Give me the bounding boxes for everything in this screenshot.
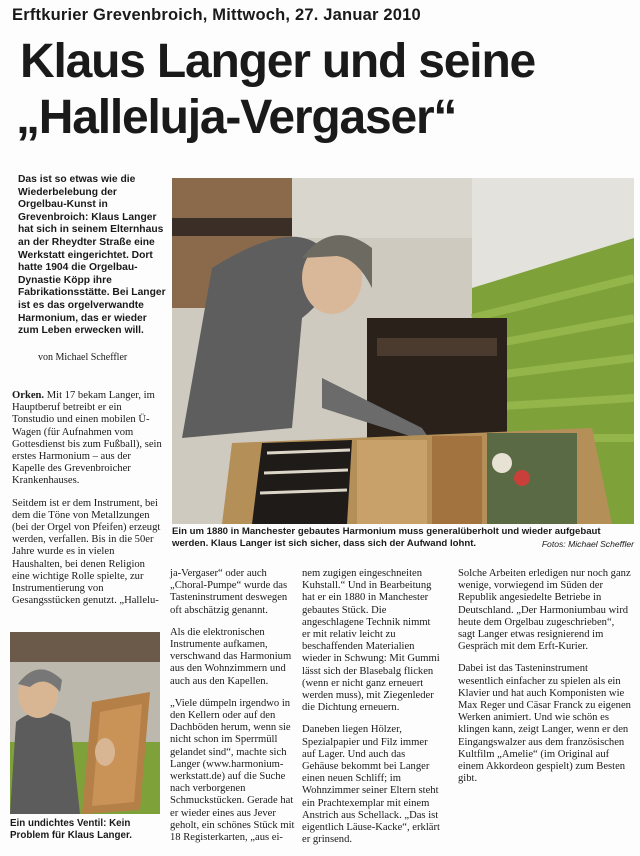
dateline: Orken. (12, 390, 45, 401)
paragraph: Solche Arbeiten erledigen nur noch ganz wenige, vorwiegend im Süden der Republik angesiedelte Betriebe in Deutschland. „Der Harmoniumbau wird heute dem Orgelbau zugeschrieben“, sagt Langer etwas resignierend im Gespräch mit dem Erft-Kurier. (458, 568, 631, 653)
small-photo-caption: Ein undichtes Ventil: Kein Problem für Klaus Langer. (10, 818, 132, 841)
byline: von Michael Scheffler (38, 352, 128, 363)
article-column-1 (12, 390, 162, 617)
paragraph: Dabei ist das Tasteninstrument wesentlich einfacher zu spielen als ein Klavier und hat auch Komponisten wie Max Reger und Cäsar Franck zu eigenen Werken animiert. Und wie schön es klingen kann, zeigt Langer, wenn er den Eingangswalzer aus dem französischen Kultfilm „Amelie“ (im Original auf einem Akkordeon gespielt) zum Besten gibt. (458, 663, 631, 785)
article-column-4 (458, 568, 632, 795)
headline-line-2: „Halleluja-Vergaser“ (16, 91, 457, 144)
paragraph: Daneben liegen Hölzer, Spezialpapier und Filz immer auf Lager. Und auch das Gehäuse bekommt bei Langer einen neuen Schliff; im Wohnzimmer seiner Eltern steht ein Prachtexemplar mit einem Anstrich aus Schellack. „Das ist eigentlich Läuse-Kacke“, erklärt er grinsend. (302, 724, 440, 846)
article-column-3 (302, 568, 440, 856)
headline-line-1: Klaus Langer und seine (20, 35, 536, 88)
paragraph: Orken. Mit 17 bekam Langer, im Hauptberuf betreibt er ein Tonstudio und einen mobilen Ü-Wagen (für Aufnahmen vom Gottesdienst bis zum Fußball), sein erstes Harmonium – aus der Kapelle des Grevenbroicher Krankenhauses. (12, 390, 162, 487)
paragraph: „Viele dümpeln irgendwo in den Kellern oder auf den Dachböden herum, wenn sie nicht schon im Sperrmüll gelandet sind“, machte sich Langer (www.harmonium-werkstatt.de) auf die Suche nach verborgenen Schmuckstücken. Gerade hat er wieder eines aus Jever geholt, ein schönes Stück mit 18 Registerkarten, „aus ei- (170, 697, 295, 844)
paragraph: ja-Vergaser“ oder auch „Choral-Pumpe“ wurde das Tasteninstrument deswegen oft abschätzig genannt. (170, 568, 288, 616)
article-column-2 (170, 568, 296, 854)
main-caption-text: Ein um 1880 in Manchester gebautes Harmonium muss generalüberholt und wieder aufgebaut werden. Klaus Langer ist sich sicher, dass sich der Aufwand lohnt. (172, 526, 601, 549)
main-photo (172, 178, 634, 524)
paragraph: Seitdem ist er dem Instrument, bei dem die Töne von Metallzungen (bei der Orgel von Pfeifen) erzeugt werden, verfallen. Bis in die 50er Jahre wurde es in vielen Haushalten, bei denen Religion eine wichtige Rolle spielte, zur Instrumentierung von Gesangsstücken genutzt. „Hallelu- (12, 497, 161, 607)
photo-credit: Fotos: Michael Scheffler (541, 539, 634, 549)
paragraph: Als die elektronischen Instrumente aufkamen, verschwand das Harmonium aus den Wohnzimmern und auch aus den Kapellen. (170, 626, 292, 687)
paragraph: nem zugigen eingeschneiten Kuhstall.“ Und in Bearbeitung hat er ein 1880 in Manchester gebautes Stück. Die angeschlagene Technik nimmt er mit relativ leicht zu beschaffenden Materialien wieder in Schwung: Mit Gummi lässt sich der Blasebalg flicken (wenn er nicht ganz erneuert werden muss), mit Ziegenleder die Dichtung erneuern. (302, 568, 440, 714)
small-photo (10, 632, 160, 814)
main-photo-caption (172, 526, 634, 550)
lead-paragraph: Das ist so etwas wie die Wiederbelebung der Orgelbau-Kunst in Grevenbroich: Klaus Langer hat sich in seinem Elternhaus an der Rheydter Straße eine Werkstatt eingerichtet. Dort hatte 1904 die Orgelbau-Dynastie Köpp ihre Fabrikationsstätte. Bei Langer ist es das orgelverwandte Harmonium, das er wieder zum Leben erwecken will. (18, 174, 166, 337)
masthead: Erftkurier Grevenbroich, Mittwoch, 27. Januar 2010 (12, 6, 421, 24)
